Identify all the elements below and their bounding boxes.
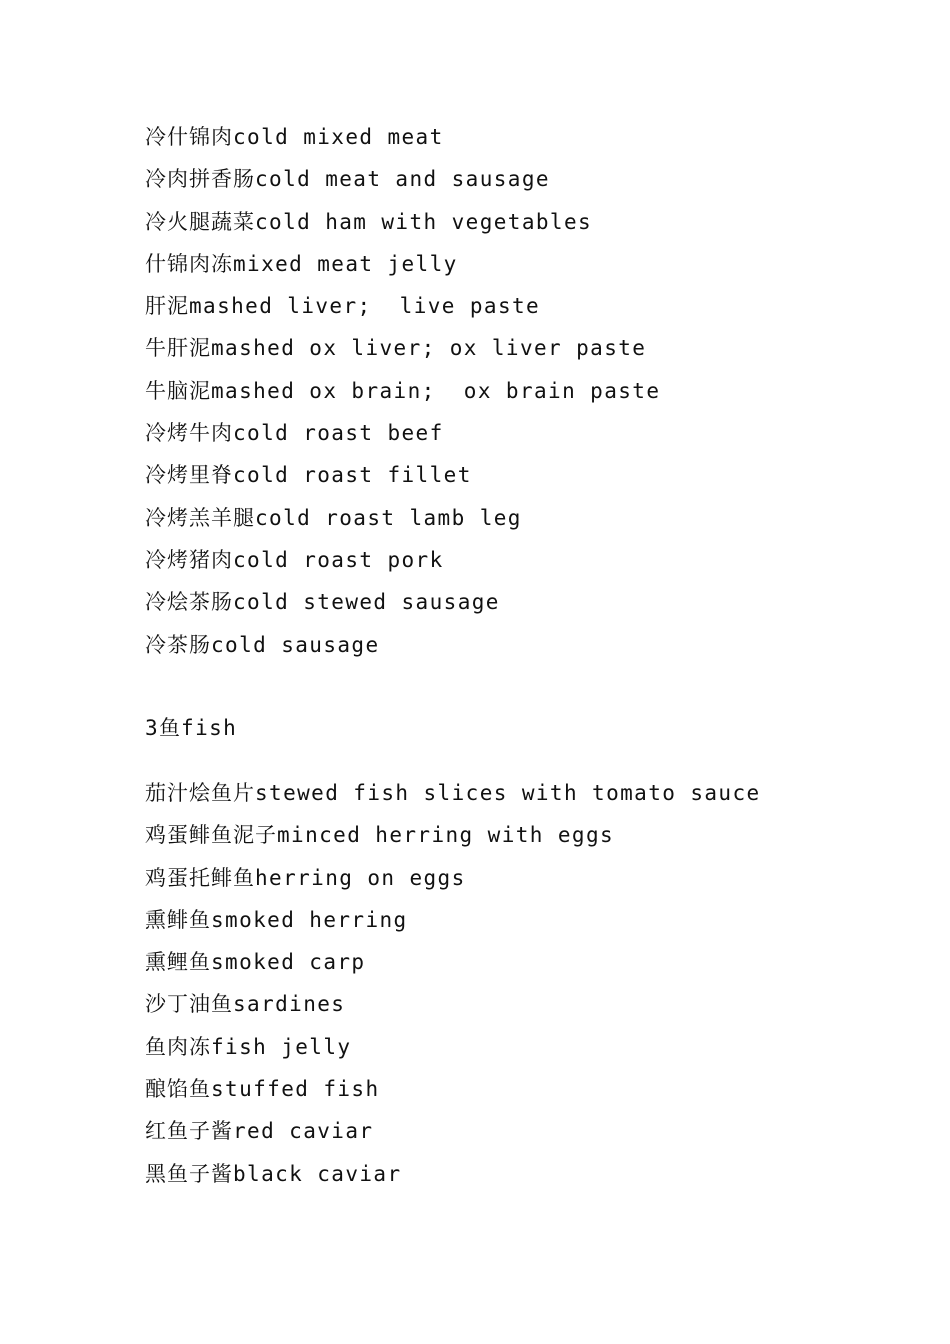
list-item [145, 814, 761, 856]
list-item [145, 201, 660, 243]
list-item [145, 624, 660, 666]
list-item [145, 370, 660, 412]
dish-name-en: cold meat and sausage [255, 167, 550, 192]
section-title-zh: 鱼 [159, 716, 182, 740]
dish-name-zh: 冷什锦肉 [145, 125, 233, 149]
dish-name-zh: 沙丁油鱼 [145, 992, 233, 1017]
dish-name-zh: 冷烤牛肉 [145, 421, 233, 446]
dish-name-en: mixed meat jelly [233, 251, 458, 276]
dish-name-en: cold ham with vegetables [255, 209, 593, 234]
dish-name-zh: 牛肝泥 [145, 336, 211, 361]
dish-name-en: cold roast fillet [233, 463, 472, 488]
dish-name-en: mashed ox brain; ox brain paste [211, 378, 661, 403]
dish-name-zh: 肝泥 [145, 294, 189, 319]
dish-name-en: black caviar [233, 1161, 402, 1186]
dish-name-en: mashed ox liver; ox liver paste [211, 336, 647, 361]
dish-name-zh: 冷烩茶肠 [145, 590, 233, 615]
dish-name-en: cold stewed sausage [233, 590, 500, 615]
dish-name-zh: 酿馅鱼 [145, 1077, 211, 1102]
dish-name-zh: 冷火腿蔬菜 [145, 209, 255, 234]
dish-name-en: stewed fish slices with tomato sauce [255, 781, 761, 805]
list-item [145, 454, 660, 496]
list-item [145, 327, 660, 369]
list-item [145, 243, 660, 285]
dish-name-zh: 冷茶肠 [145, 632, 211, 657]
section-title-en: fish [181, 716, 238, 740]
list-item [145, 158, 660, 200]
list-item [145, 983, 761, 1025]
dish-name-zh: 冷烤里脊 [145, 463, 233, 488]
dish-name-zh: 什锦肉冻 [145, 251, 233, 276]
list-item [145, 1110, 761, 1152]
dish-name-en: stuffed fish [211, 1077, 380, 1102]
meat-dish-list [145, 116, 660, 666]
list-item [145, 581, 660, 623]
list-item [145, 941, 761, 983]
dish-name-en: mashed liver; live paste [189, 294, 541, 319]
dish-name-zh: 冷烤猪肉 [145, 547, 233, 572]
dish-name-en: herring on eggs [255, 865, 466, 890]
dish-name-zh: 冷肉拼香肠 [145, 167, 255, 192]
list-item [145, 1068, 761, 1110]
dish-name-zh: 熏鲤鱼 [145, 950, 211, 975]
list-item [145, 857, 761, 899]
list-item [145, 1153, 761, 1195]
dish-name-zh: 鱼肉冻 [145, 1034, 211, 1059]
dish-name-zh: 鸡蛋鲱鱼泥子 [145, 823, 277, 848]
dish-name-zh: 熏鲱鱼 [145, 907, 211, 932]
dish-name-zh: 冷烤羔羊腿 [145, 505, 255, 530]
dish-name-en: sardines [233, 992, 346, 1017]
list-item [145, 285, 660, 327]
dish-name-en: smoked herring [211, 907, 408, 932]
list-item [145, 497, 660, 539]
list-item [145, 772, 761, 814]
list-item [145, 899, 761, 941]
list-item [145, 1026, 761, 1068]
dish-name-zh: 红鱼子酱 [145, 1119, 233, 1144]
fish-dish-list [145, 772, 761, 1195]
list-item [145, 539, 660, 581]
dish-name-en: cold roast pork [233, 547, 444, 572]
dish-name-en: fish jelly [211, 1034, 352, 1059]
dish-name-zh: 茄汁烩鱼片 [145, 781, 255, 805]
dish-name-en: minced herring with eggs [277, 823, 615, 848]
dish-name-zh: 牛脑泥 [145, 378, 211, 403]
dish-name-en: smoked carp [211, 950, 366, 975]
dish-name-en: red caviar [233, 1119, 374, 1144]
dish-name-zh: 黑鱼子酱 [145, 1161, 233, 1186]
dish-name-en: cold roast beef [233, 421, 444, 446]
dish-name-zh: 鸡蛋托鲱鱼 [145, 865, 255, 890]
section-number: 3 [145, 716, 160, 740]
list-item [145, 412, 660, 454]
dish-name-en: cold sausage [211, 632, 380, 657]
list-item [145, 116, 660, 158]
dish-name-en: cold roast lamb leg [255, 505, 522, 530]
dish-name-en: cold mixed meat [233, 125, 444, 149]
section-heading-fish [145, 707, 237, 749]
